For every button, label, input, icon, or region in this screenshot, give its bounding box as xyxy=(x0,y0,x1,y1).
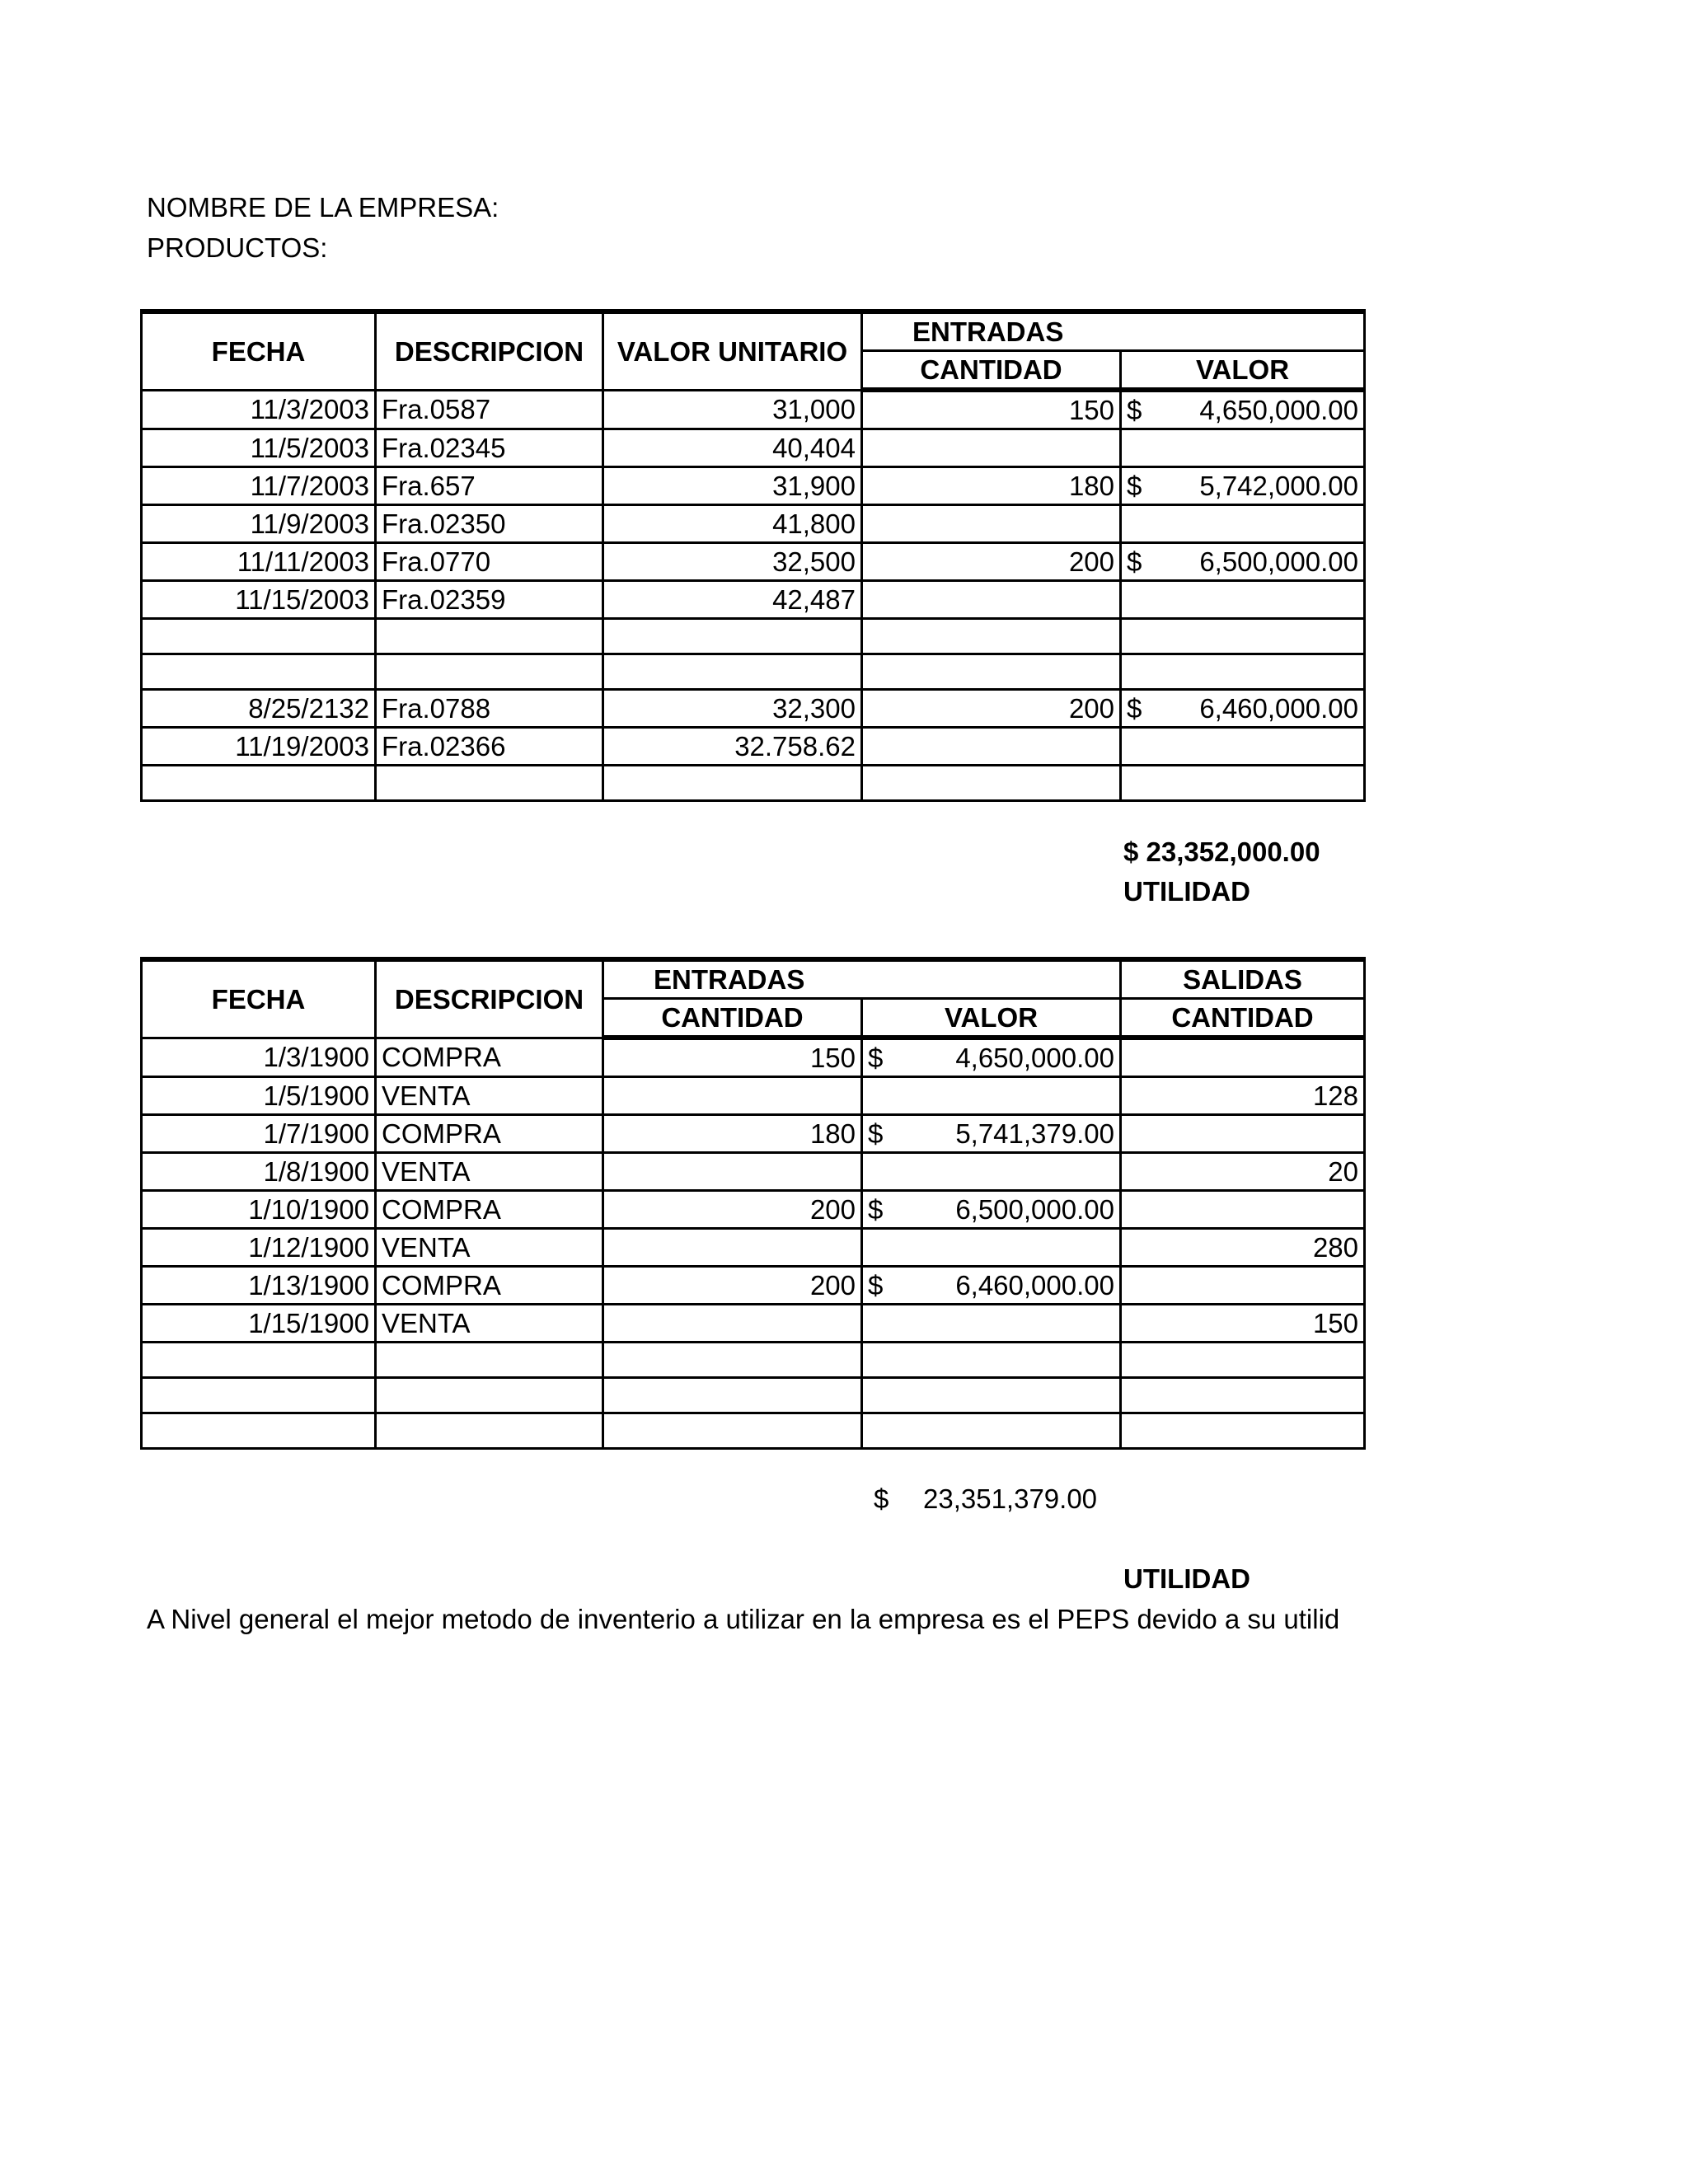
table-row xyxy=(142,1378,1365,1413)
valor-cell xyxy=(1121,429,1365,467)
fecha-cell: 1/8/1900 xyxy=(142,1153,376,1191)
valor-cell xyxy=(1121,581,1365,619)
amount: 6,460,000.00 xyxy=(1199,693,1358,724)
cantidad-entradas-cell: 180 xyxy=(603,1115,862,1153)
currency-sign: $ xyxy=(1127,395,1142,425)
amount: 6,460,000.00 xyxy=(955,1270,1114,1301)
valor-cell xyxy=(862,1229,1121,1267)
currency-sign: $ xyxy=(868,1118,884,1149)
cantidad-salidas-cell: 128 xyxy=(1121,1077,1365,1115)
header-cantidad-entradas: CANTIDAD xyxy=(603,999,862,1038)
header-fecha: FECHA xyxy=(142,312,376,390)
cantidad-cell xyxy=(862,505,1121,543)
currency-sign: $ xyxy=(868,1043,884,1073)
table-row xyxy=(142,1115,1365,1153)
valor-unitario-cell: 41,800 xyxy=(603,505,862,543)
table-row xyxy=(142,1305,1365,1343)
valor-cell xyxy=(862,1267,1121,1305)
conclusion-text: A Nivel general el mejor metodo de inventerio a utilizar en la empresa es el PEPS devido a su utilid xyxy=(147,1604,1340,1634)
fecha-cell: 11/15/2003 xyxy=(142,581,376,619)
descripcion-cell: VENTA xyxy=(376,1153,603,1191)
descripcion-cell: Fra.02359 xyxy=(376,581,603,619)
cantidad-salidas-cell xyxy=(1121,1413,1365,1449)
fecha-cell: 1/3/1900 xyxy=(142,1038,376,1077)
table-row xyxy=(142,654,1365,690)
utilidad-label: UTILIDAD xyxy=(1123,1563,1250,1594)
table-row xyxy=(142,581,1365,619)
header-descripcion: DESCRIPCION xyxy=(376,312,603,390)
cantidad-entradas-cell xyxy=(603,1153,862,1191)
fecha-cell: 11/11/2003 xyxy=(142,543,376,581)
descripcion-cell: VENTA xyxy=(376,1077,603,1115)
fecha-cell xyxy=(142,619,376,654)
fecha-cell: 1/5/1900 xyxy=(142,1077,376,1115)
header-entradas: ENTRADAS xyxy=(862,312,1365,351)
fecha-cell: 11/9/2003 xyxy=(142,505,376,543)
valor-cell xyxy=(1121,654,1365,690)
cantidad-cell: 150 xyxy=(862,390,1121,429)
descripcion-cell xyxy=(376,766,603,801)
header-cantidad: CANTIDAD xyxy=(862,351,1121,391)
table-row xyxy=(142,1191,1365,1229)
inventory-table-2 xyxy=(140,957,1366,1450)
header-fecha: FECHA xyxy=(142,959,376,1038)
fecha-cell: 1/7/1900 xyxy=(142,1115,376,1153)
valor-cell xyxy=(862,1343,1121,1378)
descripcion-cell: Fra.0788 xyxy=(376,690,603,728)
valor-unitario-cell: 32,500 xyxy=(603,543,862,581)
currency-sign: $ xyxy=(1127,693,1142,724)
amount: 4,650,000.00 xyxy=(1199,395,1358,425)
amount: 5,741,379.00 xyxy=(955,1118,1114,1149)
descripcion-cell: COMPRA xyxy=(376,1267,603,1305)
cantidad-entradas-cell xyxy=(603,1305,862,1343)
valor-cell xyxy=(1121,766,1365,801)
cantidad-cell: 200 xyxy=(862,690,1121,728)
fecha-cell: 11/3/2003 xyxy=(142,390,376,429)
valor-cell xyxy=(862,1153,1121,1191)
valor-cell xyxy=(1121,505,1365,543)
currency-sign: $ xyxy=(1127,471,1142,501)
cantidad-entradas-cell xyxy=(603,1378,862,1413)
cantidad-cell xyxy=(862,581,1121,619)
currency-sign: $ xyxy=(1127,546,1142,577)
fecha-cell: 1/10/1900 xyxy=(142,1191,376,1229)
descripcion-cell: Fra.0587 xyxy=(376,390,603,429)
header-cantidad-salidas: CANTIDAD xyxy=(1121,999,1365,1038)
cantidad-salidas-cell xyxy=(1121,1038,1365,1077)
table-row xyxy=(142,467,1365,505)
cantidad-cell xyxy=(862,766,1121,801)
fecha-cell xyxy=(142,1343,376,1378)
header-descripcion: DESCRIPCION xyxy=(376,959,603,1038)
valor-cell xyxy=(1121,728,1365,766)
header-valor-unitario: VALOR UNITARIO xyxy=(603,312,862,390)
valor-cell xyxy=(1121,467,1365,505)
cantidad-cell xyxy=(862,619,1121,654)
table-row xyxy=(142,505,1365,543)
cantidad-cell: 180 xyxy=(862,467,1121,505)
descripcion-cell xyxy=(376,619,603,654)
valor-cell xyxy=(862,1191,1121,1229)
fecha-cell: 11/7/2003 xyxy=(142,467,376,505)
cantidad-salidas-cell xyxy=(1121,1343,1365,1378)
cantidad-salidas-cell: 280 xyxy=(1121,1229,1365,1267)
cantidad-entradas-cell xyxy=(603,1413,862,1449)
valor-unitario-cell xyxy=(603,654,862,690)
descripcion-cell xyxy=(376,654,603,690)
cantidad-entradas-cell xyxy=(603,1343,862,1378)
fecha-cell: 11/19/2003 xyxy=(142,728,376,766)
fecha-cell: 1/15/1900 xyxy=(142,1305,376,1343)
valor-unitario-cell: 40,404 xyxy=(603,429,862,467)
cantidad-cell xyxy=(862,429,1121,467)
table-row xyxy=(142,1077,1365,1115)
table-row xyxy=(142,619,1365,654)
valor-cell xyxy=(862,1038,1121,1077)
table-row xyxy=(142,1413,1365,1449)
table-row xyxy=(142,1153,1365,1191)
valor-unitario-cell: 32.758.62 xyxy=(603,728,862,766)
valor-cell xyxy=(862,1115,1121,1153)
valor-unitario-cell xyxy=(603,766,862,801)
header-entradas: ENTRADAS xyxy=(603,959,1121,999)
fecha-cell xyxy=(142,1378,376,1413)
valor-cell xyxy=(1121,619,1365,654)
total-entradas-valor: 23,351,379.00 xyxy=(923,1483,1098,1514)
valor-unitario-cell xyxy=(603,619,862,654)
cantidad-entradas-cell: 200 xyxy=(603,1191,862,1229)
valor-cell xyxy=(1121,543,1365,581)
descripcion-cell xyxy=(376,1343,603,1378)
cantidad-salidas-cell xyxy=(1121,1191,1365,1229)
currency-sign: $ xyxy=(868,1194,884,1225)
table-row xyxy=(142,390,1365,429)
table-row xyxy=(142,1038,1365,1077)
table-row xyxy=(142,690,1365,728)
valor-unitario-cell: 31,000 xyxy=(603,390,862,429)
table-row xyxy=(142,728,1365,766)
descripcion-cell: VENTA xyxy=(376,1305,603,1343)
header-valor: VALOR xyxy=(1121,351,1365,391)
descripcion-cell: Fra.0770 xyxy=(376,543,603,581)
cantidad-salidas-cell: 20 xyxy=(1121,1153,1365,1191)
table-row xyxy=(142,429,1365,467)
fecha-cell: 1/12/1900 xyxy=(142,1229,376,1267)
cantidad-entradas-cell: 150 xyxy=(603,1038,862,1077)
fecha-cell xyxy=(142,654,376,690)
table-row xyxy=(142,1267,1365,1305)
fecha-cell: 8/25/2132 xyxy=(142,690,376,728)
descripcion-cell: COMPRA xyxy=(376,1115,603,1153)
valor-cell xyxy=(1121,390,1365,429)
table-row xyxy=(142,1343,1365,1378)
cantidad-entradas-cell xyxy=(603,1229,862,1267)
total-entradas-valor: $ 23,352,000.00 xyxy=(1123,837,1320,867)
valor-cell xyxy=(862,1077,1121,1115)
table-row xyxy=(142,766,1365,801)
currency-sign: $ xyxy=(868,1270,884,1301)
valor-unitario-cell: 31,900 xyxy=(603,467,862,505)
amount: 6,500,000.00 xyxy=(1199,546,1358,577)
fecha-cell: 11/5/2003 xyxy=(142,429,376,467)
valor-cell xyxy=(862,1305,1121,1343)
amount: 5,742,000.00 xyxy=(1199,471,1358,501)
descripcion-cell: Fra.02345 xyxy=(376,429,603,467)
valor-unitario-cell: 32,300 xyxy=(603,690,862,728)
cantidad-salidas-cell xyxy=(1121,1267,1365,1305)
products-label: PRODUCTOS: xyxy=(147,232,328,263)
utilidad-label: UTILIDAD xyxy=(1123,876,1250,907)
cantidad-cell xyxy=(862,728,1121,766)
inventory-table-1 xyxy=(140,309,1366,802)
descripcion-cell: COMPRA xyxy=(376,1191,603,1229)
descripcion-cell: COMPRA xyxy=(376,1038,603,1077)
cantidad-entradas-cell xyxy=(603,1077,862,1115)
valor-cell xyxy=(862,1378,1121,1413)
header-valor: VALOR xyxy=(862,999,1121,1038)
cantidad-entradas-cell: 200 xyxy=(603,1267,862,1305)
header-salidas: SALIDAS xyxy=(1121,959,1365,999)
descripcion-cell: Fra.657 xyxy=(376,467,603,505)
amount: 6,500,000.00 xyxy=(955,1194,1114,1225)
fecha-cell xyxy=(142,1413,376,1449)
table-row xyxy=(142,543,1365,581)
descripcion-cell xyxy=(376,1413,603,1449)
valor-unitario-cell: 42,487 xyxy=(603,581,862,619)
valor-cell xyxy=(1121,690,1365,728)
valor-cell xyxy=(862,1413,1121,1449)
cantidad-salidas-cell xyxy=(1121,1115,1365,1153)
descripcion-cell: Fra.02366 xyxy=(376,728,603,766)
descripcion-cell: Fra.02350 xyxy=(376,505,603,543)
descripcion-cell: VENTA xyxy=(376,1229,603,1267)
fecha-cell: 1/13/1900 xyxy=(142,1267,376,1305)
fecha-cell xyxy=(142,766,376,801)
cantidad-cell: 200 xyxy=(862,543,1121,581)
cantidad-cell xyxy=(862,654,1121,690)
cantidad-salidas-cell: 150 xyxy=(1121,1305,1365,1343)
descripcion-cell xyxy=(376,1378,603,1413)
total-currency-sign: $ xyxy=(874,1483,889,1514)
cantidad-salidas-cell xyxy=(1121,1378,1365,1413)
amount: 4,650,000.00 xyxy=(955,1043,1114,1073)
company-name-label: NOMBRE DE LA EMPRESA: xyxy=(147,192,499,223)
table-row xyxy=(142,1229,1365,1267)
